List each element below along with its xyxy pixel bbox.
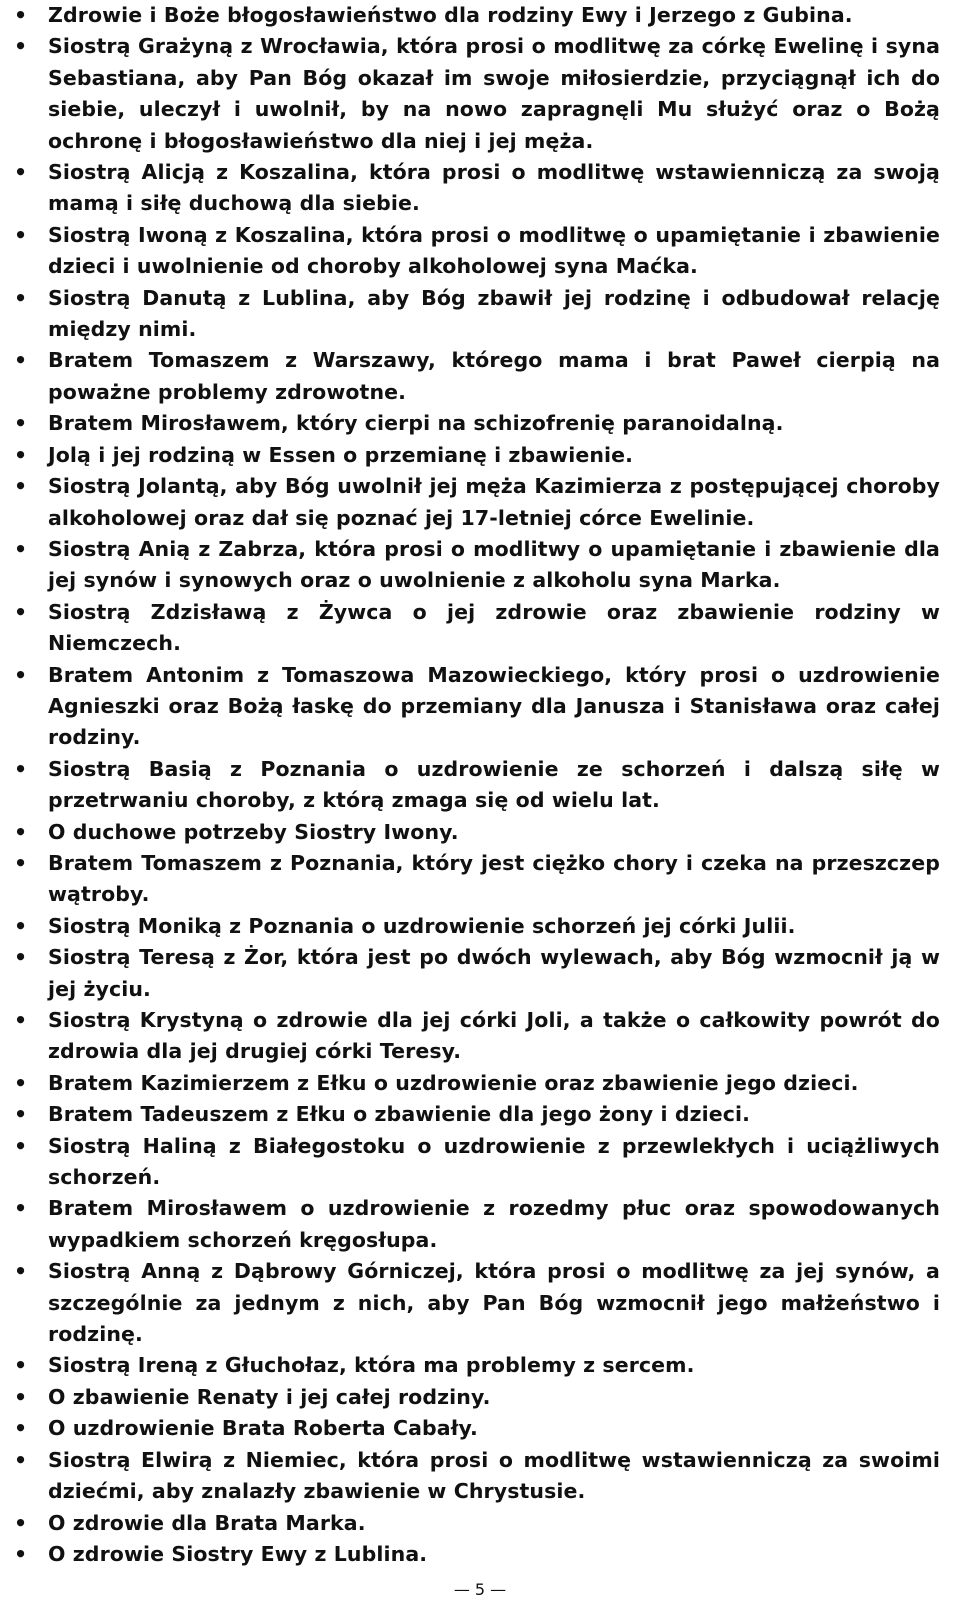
list-item-text: Siostrą Moniką z Poznania o uzdrowienie schorzeń jej córki Julii. (48, 913, 796, 938)
list-item-text: Zdrowie i Boże błogosławieństwo dla rodziny Ewy i Jerzego z Gubina. (48, 3, 853, 27)
list-item (14, 1382, 940, 1413)
list-item-text: Bratem Tadeuszem z Ełku o zbawienie dla jego żony i dzieci. (48, 1102, 751, 1127)
list-item (14, 754, 940, 817)
list-item-text: Siostrą Zdzisławą z Żywca o jej zdrowie oraz zbawienie rodziny w Niemczech. (48, 599, 940, 656)
bullet-icon: • (14, 1384, 28, 1409)
list-item (14, 660, 940, 754)
list-item-text: Siostrą Elwirą z Niemiec, która prosi o modlitwę wstawienniczą za swoimi dziećmi, aby znalazły zbawienie w Chrystusie. (48, 1447, 940, 1504)
list-item (14, 220, 940, 283)
list-item-text: Bratem Tomaszem z Poznania, który jest ciężko chory i czeka na przeszczep wątroby. (48, 850, 940, 907)
list-item (14, 1256, 940, 1350)
list-item-text: Siostrą Anną z Dąbrowy Górniczej, która prosi o modlitwę za jej synów, a szczególnie za jednym z nich, aby Pan Bóg wzmocnił jego małżeństwo i rodzinę. (48, 1259, 940, 1347)
bullet-icon: • (14, 411, 28, 436)
page-number: — 5 — (453, 1580, 507, 1599)
bullet-icon: • (14, 1541, 28, 1566)
list-item (14, 1350, 940, 1381)
bullet-icon: • (14, 913, 28, 938)
list-item-text: Siostrą Anią z Zabrza, która prosi o modlitwy o upamiętanie i zbawienie dla jej synów i synowych oraz o uwolnienie z alkoholu syna Marka. (48, 536, 940, 593)
bullet-icon: • (14, 850, 28, 875)
list-item (14, 471, 940, 534)
bullet-icon: • (14, 1008, 28, 1032)
list-item (14, 534, 940, 597)
bullet-icon: • (14, 819, 28, 844)
list-item-text: Siostrą Alicją z Koszalina, która prosi o modlitwę wstawienniczą za swoją mamą i siłę duchową dla siebie. (48, 160, 940, 216)
list-item-text: Siostrą Ireną z Głuchołaz, która ma problemy z sercem. (48, 1353, 695, 1378)
bullet-icon: • (14, 442, 28, 467)
bullet-icon: • (14, 34, 28, 59)
bullet-icon: • (14, 1416, 28, 1441)
list-item-text: O uzdrowienie Brata Roberta Cabały. (48, 1416, 478, 1441)
list-item-text: Bratem Kazimierzem z Ełku o uzdrowienie oraz zbawienie jego dzieci. (48, 1070, 859, 1095)
bullet-icon: • (14, 285, 28, 310)
prayer-intentions-list (14, 0, 940, 1570)
bullet-icon: • (14, 1133, 28, 1158)
list-item (14, 157, 940, 220)
list-item (14, 0, 940, 31)
bullet-icon: • (14, 756, 28, 781)
list-item-text: Siostrą Krystyną o zdrowie dla jej córki Joli, a także o całkowity powrót do zdrowia dla jej drugiej córki Teresy. (48, 1008, 940, 1064)
bullet-icon: • (14, 599, 28, 624)
list-item-text: Siostrą Danutą z Lublina, aby Bóg zbawił jej rodzinę i odbudował relację między nimi. (48, 285, 940, 342)
bullet-icon: • (14, 536, 28, 561)
bullet-icon: • (14, 1102, 28, 1127)
list-item (14, 408, 940, 439)
list-item (14, 1005, 940, 1068)
list-item (14, 942, 940, 1005)
list-item-text: Siostrą Grażyną z Wrocławia, która prosi o modlitwę za córkę Ewelinę i syna Sebastiana, aby Pan Bóg okazał im swoje miłosierdzie, przyciągnął ich do siebie, uleczył i uwolnił, by na nowo zapragnęli Mu służyć oraz o Bożą ochronę i błogosławieństwo dla niej i jej męża. (48, 34, 940, 153)
list-item-text: O zbawienie Renaty i jej całej rodziny. (48, 1384, 491, 1409)
list-item (14, 817, 940, 848)
bullet-icon: • (14, 222, 28, 247)
list-item-text: Bratem Antonim z Tomaszowa Mazowieckiego, który prosi o uzdrowienie Agnieszki oraz Bożą łaskę do przemiany dla Janusza i Stanisława oraz całej rodziny. (48, 662, 940, 750)
list-item-text: O duchowe potrzeby Siostry Iwony. (48, 819, 459, 844)
bullet-icon: • (14, 662, 28, 687)
bullet-icon: • (14, 1447, 28, 1472)
bullet-icon: • (14, 348, 28, 373)
list-item (14, 597, 940, 660)
list-item (14, 1413, 940, 1444)
list-item-text: Jolą i jej rodziną w Essen o przemianę i zbawienie. (48, 442, 634, 467)
bullet-icon: • (14, 1070, 28, 1095)
list-item-text: Siostrą Jolantą, aby Bóg uwolnił jej męża Kazimierza z postępującej choroby alkoholowej oraz dał się poznać jej 17-letniej córce Ewelinie. (48, 474, 940, 530)
bullet-icon: • (14, 1510, 28, 1535)
list-item-text: O zdrowie Siostry Ewy z Lublina. (48, 1541, 428, 1566)
list-item-text: Siostrą Basią z Poznania o uzdrowienie ze schorzeń i dalszą siłę w przetrwaniu choroby, z którą zmaga się od wielu lat. (48, 756, 940, 813)
list-item-text: Siostrą Haliną z Białegostoku o uzdrowienie z przewlekłych i uciążliwych schorzeń. (48, 1133, 940, 1190)
bullet-icon: • (14, 3, 28, 27)
list-item (14, 283, 940, 346)
list-item-text: Siostrą Teresą z Żor, która jest po dwóch wylewach, aby Bóg wzmocnił ją w jej życiu. (48, 945, 940, 1001)
list-item (14, 1193, 940, 1256)
bullet-icon: • (14, 1196, 28, 1221)
list-item (14, 848, 940, 911)
bullet-icon: • (14, 474, 28, 499)
list-item-text: O zdrowie dla Brata Marka. (48, 1510, 366, 1535)
list-item-text: Bratem Tomaszem z Warszawy, którego mama i brat Paweł cierpią na poważne problemy zdrowotne. (48, 348, 940, 404)
list-item (14, 440, 940, 471)
bullet-icon: • (14, 1259, 28, 1284)
list-item (14, 1099, 940, 1130)
list-item (14, 911, 940, 942)
bullet-icon: • (14, 160, 28, 185)
list-item (14, 1068, 940, 1099)
list-item (14, 1131, 940, 1194)
list-item (14, 345, 940, 408)
list-item-text: Siostrą Iwoną z Koszalina, która prosi o modlitwę o upamiętanie i zbawienie dzieci i uwolnienie od choroby alkoholowej syna Maćka. (48, 222, 940, 279)
bullet-icon: • (14, 945, 28, 970)
list-item (14, 1508, 940, 1539)
list-item-text: Bratem Mirosławem o uzdrowienie z rozedmy płuc oraz spowodowanych wypadkiem schorzeń kręgosłupa. (48, 1196, 940, 1252)
list-item (14, 31, 940, 157)
list-item (14, 1539, 940, 1570)
list-item (14, 1445, 940, 1508)
bullet-icon: • (14, 1353, 28, 1378)
list-item-text: Bratem Mirosławem, który cierpi na schizofrenię paranoidalną. (48, 411, 784, 436)
